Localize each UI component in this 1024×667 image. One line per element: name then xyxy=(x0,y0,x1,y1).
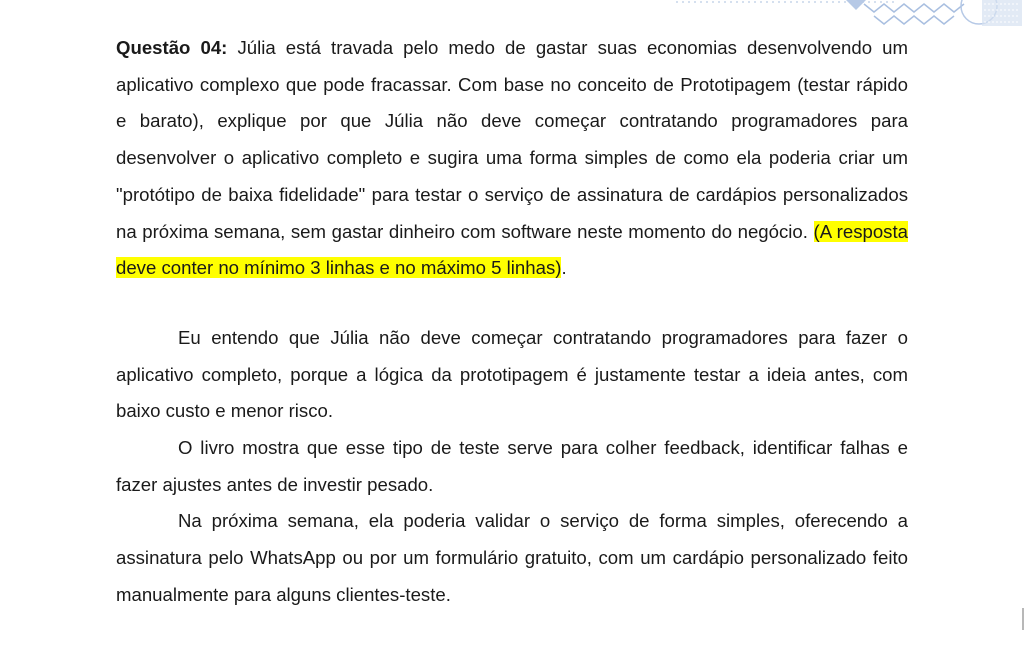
question-paragraph xyxy=(116,30,908,287)
question-end-punctuation: . xyxy=(561,257,567,279)
highlighted-requirement: (A resposta deve conter no mínimo 3 linhas e no máximo 5 linhas) xyxy=(116,220,908,279)
question-text: Júlia está travada pelo medo de gastar suas economias desenvolvendo um aplicativo complexo que pode fracassar. Com base no conceito de Prototipagem (testar rápido e barato), explique por que Júlia não deve começar contratando programadores para desenvolver o aplicativo completo e sugira uma forma simples de como ela poderia criar um "protótipo de baixa fidelidade" para testar o serviço de assinatura de cardápios personalizados na próxima semana, sem gastar dinheiro com software neste momento do negócio. xyxy=(116,37,908,242)
question-label: Questão 04: xyxy=(116,37,228,58)
answer-paragraph-3: Na próxima semana, ela poderia validar o serviço de forma simples, oferecendo a assinatura pelo WhatsApp ou por um formulário gratuito, com um cardápio personalizado feito manualmente para alguns clientes-teste. xyxy=(116,510,908,605)
answer-paragraph-2: O livro mostra que esse tipo de teste serve para colher feedback, identificar falhas e fazer ajustes antes de investir pesado. xyxy=(116,437,908,495)
answer-paragraph-1: Eu entendo que Júlia não deve começar contratando programadores para fazer o aplicativo completo, porque a lógica da prototipagem é justamente testar a ideia antes, com baixo custo e menor risco. xyxy=(116,326,908,422)
document-body xyxy=(116,30,908,614)
answer-section xyxy=(116,320,908,614)
